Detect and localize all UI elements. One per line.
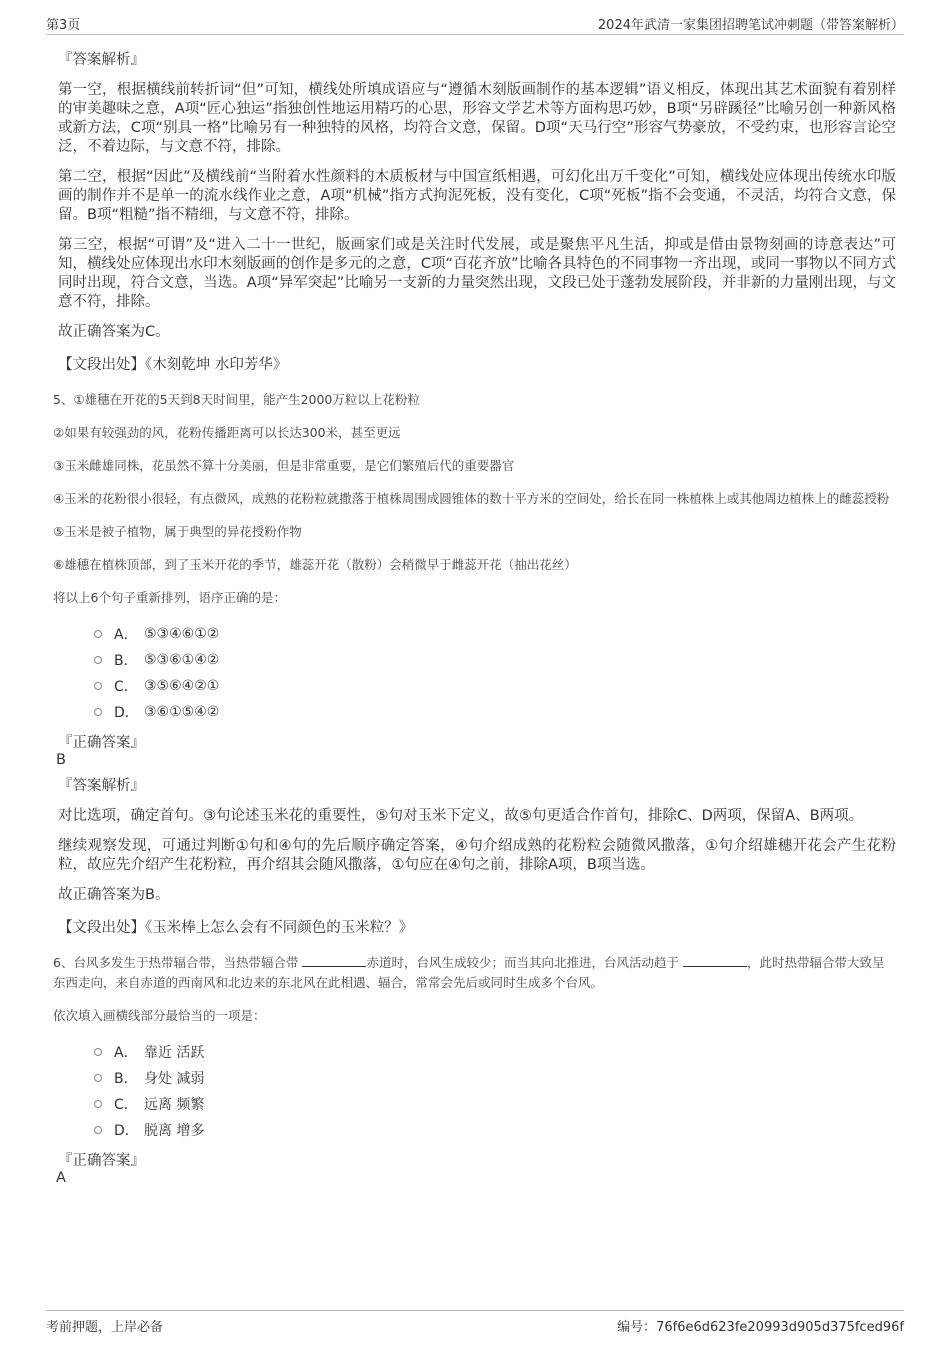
analysis-conclusion: 故正确答案为C。	[58, 324, 170, 340]
stem-part: 6、台风多发生于热带辐合带，当热带辐合带	[53, 955, 299, 970]
option-text: ⑤③⑥①④②	[144, 652, 220, 668]
analysis-paragraph: 第二空，根据“因此”及横线前“当附着水性颜料的木质板材与中国宣纸相遇，可幻化出万千变化”可知，横线处应体现出传统水印版画的制作并不是单一的流水线作业之意，A项“机械”指方式拘泥死板，没有变化，C项“死板”指不会变通，不灵活，均符合文意，保留。B项“粗糙”指不精细，与文意不符，排除。	[58, 169, 896, 223]
correct-answer-value: B	[56, 752, 66, 768]
option-text: 脱离 增多	[144, 1123, 205, 1139]
option-d[interactable]	[94, 699, 896, 725]
option-c[interactable]	[94, 1091, 896, 1117]
option-letter: C．	[114, 1097, 138, 1113]
analysis-paragraph: 继续观察发现，可通过判断①句和④句的先后顺序确定答案，④句介绍成熟的花粉粒会随微风撒落，①句介绍雄穗开花会产生花粉粒，故应先介绍产生花粉粒，再介绍其会随风撒落，①句应在④句之前，排除A项，B项当选。	[58, 838, 896, 873]
option-text: 身处 减弱	[144, 1071, 205, 1087]
option-letter: B．	[114, 1071, 138, 1087]
radio-button[interactable]	[94, 682, 102, 690]
source-citation: 【文段出处】《玉米棒上怎么会有不同颜色的玉米粒？》	[58, 920, 414, 936]
footer-slogan: 考前押题，上岸必备	[46, 1320, 164, 1335]
analysis-paragraph: 第一空，根据横线前转折词“但”可知，横线处所填成语应与“遵循木刻版画制作的基本逻辑”语义相反，体现出其艺术面貌有着别样的审美趣味之意，A项“匠心独运”指独创性地运用精巧的心思，形容文学艺术等方面构思巧妙，B项“另辟蹊径”比喻另创一种新风格或新方法，C项“别具一格”比喻另有一种独特的风格，均符合文意，保留。D项“天马行空”形容气势豪放，不受约束，也形容言论空泛，不着边际，与文意不符，排除。	[58, 82, 896, 155]
content	[53, 44, 896, 1192]
document-title: 2024年武清一家集团招聘笔试冲刺题（带答案解析）	[597, 18, 904, 33]
analysis-label: 『答案解析』	[58, 52, 145, 68]
analysis-label: 『答案解析』	[58, 778, 145, 794]
option-b[interactable]	[94, 647, 896, 673]
option-a[interactable]	[94, 1039, 896, 1065]
question-sentence: ④玉米的花粉很小很轻，有点微风，成熟的花粉粒就撒落于植株周围成圆锥体的数十平方米的空间处，给长在同一株植株上或其他周边植株上的雌蕊授粉	[53, 491, 890, 506]
question-prompt: 将以上6个句子重新排列，语序正确的是：	[53, 590, 286, 605]
options-list	[94, 621, 896, 725]
document-id: 编号：76f6e6d623fe20993d905d375fced96f	[617, 1320, 904, 1335]
question-sentence: ③玉米雌雄同株，花虽然不算十分美丽，但是非常重要，是它们繁殖后代的重要器官	[53, 458, 515, 473]
radio-button[interactable]	[94, 708, 102, 716]
radio-button[interactable]	[94, 630, 102, 638]
page-header	[46, 12, 904, 35]
correct-answer-label: 『正确答案』	[58, 735, 145, 751]
correct-answer-value: A	[56, 1170, 66, 1186]
option-text: ③⑥①⑤④②	[144, 704, 220, 720]
question-sentence: ⑥雄穗在植株顶部，到了玉米开花的季节，雄蕊开花（散粉）会稍微早于雌蕊开花（抽出花丝）	[53, 557, 577, 572]
question-prompt: 依次填入画横线部分最恰当的一项是：	[53, 1008, 266, 1023]
option-letter: D．	[114, 1123, 139, 1139]
radio-button[interactable]	[94, 1126, 102, 1134]
option-text: ③⑤⑥④②①	[144, 678, 220, 694]
page-footer	[46, 1310, 904, 1335]
analysis-conclusion: 故正确答案为B。	[58, 887, 170, 903]
fill-blank	[302, 954, 366, 967]
analysis-paragraph: 对比选项，确定首句。③句论述玉米花的重要性，⑤句对玉米下定义，故⑤句更适合作首句，排除C、D两项，保留A、B两项。	[58, 808, 864, 824]
correct-answer-label: 『正确答案』	[58, 1153, 145, 1169]
option-d[interactable]	[94, 1117, 896, 1143]
radio-button[interactable]	[94, 1074, 102, 1082]
option-text: 靠近 活跃	[144, 1045, 205, 1061]
stem-part: 赤道时，台风生成较少；而当其向北推进，台风活动趋于	[366, 955, 679, 970]
source-citation: 【文段出处】《木刻乾坤 水印芳华》	[58, 357, 288, 373]
radio-button[interactable]	[94, 1100, 102, 1108]
radio-button[interactable]	[94, 656, 102, 664]
option-letter: C．	[114, 679, 138, 695]
option-b[interactable]	[94, 1065, 896, 1091]
options-list	[94, 1039, 896, 1143]
option-letter: B．	[114, 653, 138, 669]
option-a[interactable]	[94, 621, 896, 647]
option-letter: A．	[114, 1045, 138, 1061]
page-number: 第3页	[46, 18, 81, 33]
radio-button[interactable]	[94, 1048, 102, 1056]
option-text: ⑤③④⑥①②	[144, 626, 220, 642]
question-sentence: ②如果有较强劲的风，花粉传播距离可以长达300米，甚至更远	[53, 425, 401, 440]
option-letter: D．	[114, 705, 139, 721]
question-stem	[53, 953, 891, 993]
question-stem: 5、①雄穗在开花的5天到8天时间里，能产生2000万粒以上花粉粒	[53, 392, 420, 407]
fill-blank	[683, 954, 747, 967]
option-letter: A．	[114, 627, 138, 643]
question-sentence: ⑤玉米是被子植物，属于典型的异花授粉作物	[53, 524, 302, 539]
option-text: 远离 频繁	[144, 1097, 205, 1113]
stem-part: ，此时热带辐合带大致呈东西走向，来自赤道的西南风和北边来的东北风在此相遇、辐合，常常会先后或同时生成多个台风。	[53, 955, 885, 990]
option-c[interactable]	[94, 673, 896, 699]
analysis-paragraph: 第三空，根据“可谓”及“进入二十一世纪，版画家们或是关注时代发展，或是聚焦平凡生活，抑或是借由景物刻画的诗意表达”可知，横线处应体现出水印木刻版画的创作是多元的之意，C项“百花齐放”比喻各具特色的不同事物一齐出现，或同一事物以不同方式同时出现，符合文意，当选。A项“异军突起”比喻另一支新的力量突然出现，文段已处于蓬勃发展阶段，并非新的力量刚出现，与文意不符，排除。	[58, 237, 896, 310]
